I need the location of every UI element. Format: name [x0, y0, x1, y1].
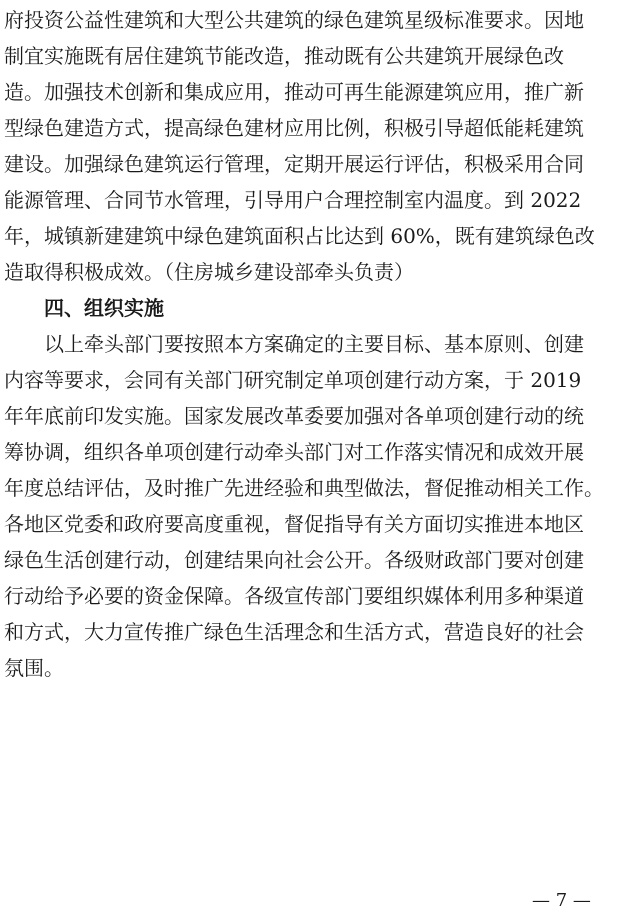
section-heading: 四、组织实施 — [44, 296, 164, 320]
paragraph-2-line-8: 行动给予必要的资金保障。各级宣传部门要组织媒体利用多种渠道 — [4, 584, 584, 608]
paragraph-1-line-1: 府投资公益性建筑和大型公共建筑的绿色建筑星级标准要求。因地 — [4, 8, 584, 32]
paragraph-2-line-10: 氛围。 — [4, 656, 64, 680]
paragraph-2-line-7: 绿色生活创建行动，创建结果向社会公开。各级财政部门要对创建 — [4, 548, 584, 572]
paragraph-2-line-9: 和方式，大力宣传推广绿色生活理念和生活方式，营造良好的社会 — [4, 620, 584, 644]
paragraph-2-line-5: 年度总结评估，及时推广先进经验和典型做法，督促推动相关工作。 — [4, 476, 604, 500]
paragraph-1-line-8: 造取得积极成效。（住房城乡建设部牵头负责） — [4, 260, 414, 284]
paragraph-1 — [4, 2, 602, 290]
paragraph-2-line-3: 年年底前印发实施。国家发展改革委要加强对各单项创建行动的统 — [4, 404, 584, 428]
paragraph-2-line-2: 内容等要求，会同有关部门研究制定单项创建行动方案，于 2019 — [4, 368, 582, 392]
document-page — [4, 2, 602, 686]
paragraph-2 — [4, 326, 602, 686]
paragraph-1-line-4: 型绿色建造方式，提高绿色建材应用比例，积极引导超低能耗建筑 — [4, 116, 584, 140]
paragraph-1-line-7: 年，城镇新建建筑中绿色建筑面积占比达到 60%，既有建筑绿色改 — [4, 224, 595, 248]
paragraph-1-line-2: 制宜实施既有居住建筑节能改造，推动既有公共建筑开展绿色改 — [4, 44, 564, 68]
paragraph-1-line-5: 建设。加强绿色建筑运行管理，定期开展运行评估，积极采用合同 — [4, 152, 584, 176]
page-number: — 7 — — [532, 890, 591, 911]
paragraph-2-line-1: 以上牵头部门要按照本方案确定的主要目标、基本原则、创建 — [44, 332, 584, 356]
paragraph-1-line-3: 造。加强技术创新和集成应用，推动可再生能源建筑应用，推广新 — [4, 80, 584, 104]
paragraph-2-line-4: 筹协调，组织各单项创建行动牵头部门对工作落实情况和成效开展 — [4, 440, 584, 464]
paragraph-1-line-6: 能源管理、合同节水管理，引导用户合理控制室内温度。到 2022 — [4, 188, 582, 212]
paragraph-2-line-6: 各地区党委和政府要高度重视，督促指导有关方面切实推进本地区 — [4, 512, 584, 536]
